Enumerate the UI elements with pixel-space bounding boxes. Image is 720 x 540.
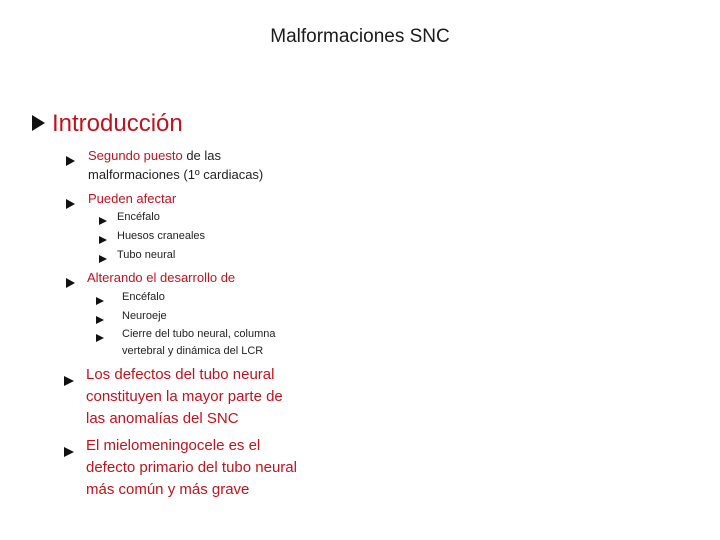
- bullet-text-line: las anomalías del SNC: [86, 410, 239, 427]
- arrow-bullet-icon: [64, 441, 74, 463]
- bullet-text-line: más común y más grave: [86, 481, 250, 498]
- arrow-bullet-icon: [66, 193, 75, 212]
- sub-item-text: Encéfalo: [122, 291, 165, 303]
- slide-title: Malformaciones SNC: [270, 26, 450, 47]
- bullet-text-line: Los defectos del tubo neural: [86, 366, 275, 383]
- bullet-segundo-puesto: [66, 146, 366, 186]
- arrow-bullet-icon: [99, 250, 107, 268]
- heading-text: Introducción: [52, 110, 183, 137]
- arrow-bullet-icon: [66, 150, 75, 169]
- bullet-pueden-afectar: [66, 189, 366, 209]
- sub-item: [99, 227, 299, 245]
- bullet-label: Alterando el desarrollo de: [87, 270, 236, 285]
- sub-item-text: Tubo neural: [117, 249, 176, 261]
- sub-item: [96, 307, 346, 325]
- arrow-bullet-icon: [96, 329, 104, 347]
- sub-item-text: Neuroeje: [122, 310, 167, 322]
- bullet-text-line2: malformaciones (1º cardiacas): [88, 167, 264, 182]
- bullet-text-dark: de las: [186, 148, 222, 163]
- bullet-mielomeningocele: [64, 435, 384, 503]
- sub-item-text-line2: vertebral y dinámica del LCR: [122, 345, 264, 357]
- sub-item: [96, 325, 346, 361]
- bullet-defectos-tubo-neural: [64, 364, 384, 432]
- arrow-bullet-icon: [64, 370, 74, 392]
- sub-item-text: Cierre del tubo neural, columna: [122, 328, 276, 340]
- sub-item: [99, 246, 299, 264]
- bullet-text-line: defecto primario del tubo neural: [86, 459, 297, 476]
- bullet-alterando-desarrollo: [66, 268, 366, 288]
- sub-item-text: Huesos craneales: [117, 230, 206, 242]
- sub-item: [99, 208, 299, 226]
- section-heading: [32, 110, 183, 138]
- bullet-label: Pueden afectar: [88, 191, 177, 206]
- bullet-text-line: El mielomeningocele es el: [86, 437, 261, 454]
- sub-item-text: Encéfalo: [117, 211, 160, 223]
- bullet-text-line: constituyen la mayor parte de: [86, 388, 283, 405]
- sub-item: [96, 288, 346, 306]
- arrow-bullet-icon: [32, 115, 45, 131]
- bullet-text-red: Segundo puesto: [88, 148, 183, 163]
- arrow-bullet-icon: [66, 272, 75, 291]
